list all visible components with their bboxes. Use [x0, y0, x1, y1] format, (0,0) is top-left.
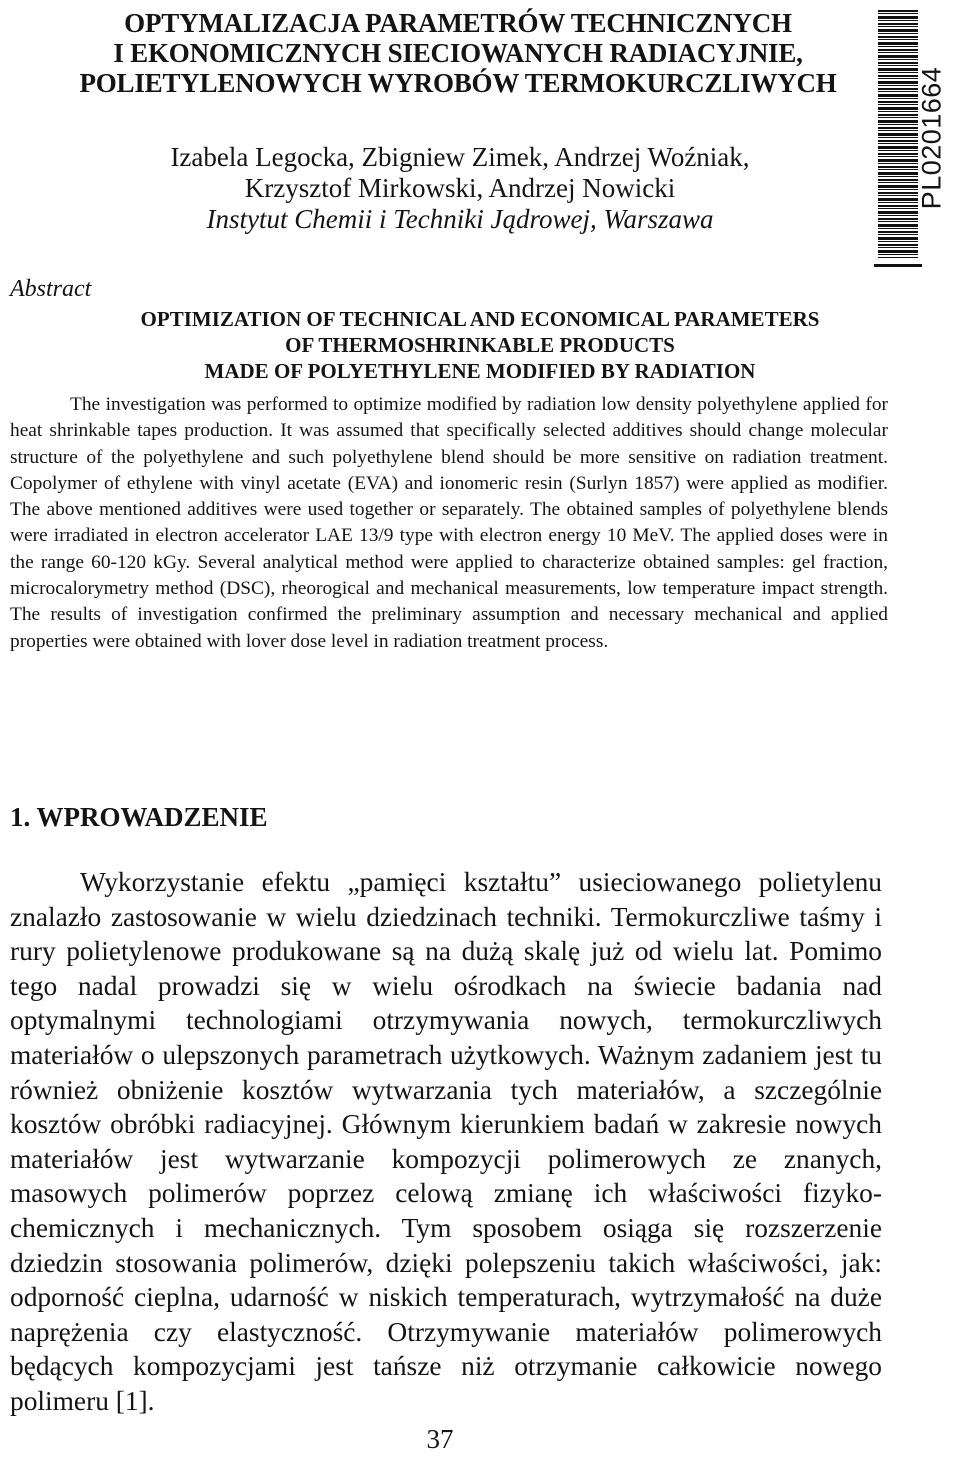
- abstract-label: Abstract: [10, 276, 92, 302]
- paper-title: [28, 8, 888, 98]
- body-paragraph: Wykorzystanie efektu „pamięci kształtu” usieciowanego polietylenu znalazło zastosowanie w wielu dziedzinach techniki. Termokurczliwe taśmy i rury polietylenowe produkowane są na dużą skalę już od wielu lat. Pomimo tego nadal prowadzi się w wielu ośrodkach na świecie badania nad optymalnymi technologiami otrzymywania nowych, termokurczliwych materiałów o ulepszonych parametrach użytkowych. Ważnym zadaniem jest tu również obniżenie kosztów wytwarzania tych materiałów, a szczególnie kosztów obróbki radiacyjnej. Głównym kierunkiem badań w zakresie nowych materiałów jest wytwarzanie kompozycji polimerowych ze znanych, masowych polimerów poprzez celową zmianę ich właściwości fizyko-chemicznych i mechanicznych. Tym sposobem osiąga się rozszerzenie dziedzin stosowania polimerów, dzięki polepszeniu takich właściwości, jak: odporność cieplna, udarność w niskich temperaturach, wytrzymałość na duże naprężenia czy elastyczność. Otrzymywanie materiałów polimerowych będących kompozycjami jest tańsze niż otrzymanie całkowicie nowego polimeru [1].: [10, 867, 882, 1416]
- abstract-body: [10, 392, 888, 655]
- title-line: OPTYMALIZACJA PARAMETRÓW TECHNICZNYCH: [124, 8, 792, 38]
- english-title: [80, 306, 880, 384]
- body-text: [10, 865, 882, 1419]
- page-number: 37: [426, 1424, 454, 1454]
- title-line: POLIETYLENOWYCH WYROBÓW TERMOKURCZLIWYCH: [79, 68, 837, 98]
- affiliation: Instytut Chemii i Techniki Jądrowej, Warszawa: [206, 204, 714, 234]
- report-code-text: PL0201664: [916, 66, 947, 210]
- english-title-line: OF THERMOSHRINKABLE PRODUCTS: [285, 333, 675, 357]
- title-line: I EKONOMICZNYCH SIECIOWANYCH RADIACYJNIE,: [113, 38, 803, 68]
- authors-line: Izabela Legocka, Zbigniew Zimek, Andrzej Woźniak,: [170, 142, 750, 172]
- author-block: [80, 142, 840, 235]
- authors-line: Krzysztof Mirkowski, Andrzej Nowicki: [244, 173, 676, 203]
- barcode-underline: [874, 264, 922, 267]
- english-title-line: MADE OF POLYETHYLENE MODIFIED BY RADIATION: [204, 359, 756, 383]
- barcode-image: [878, 10, 918, 258]
- english-title-line: OPTIMIZATION OF TECHNICAL AND ECONOMICAL PARAMETERS: [140, 307, 820, 331]
- section-heading: 1. WPROWADZENIE: [10, 802, 268, 832]
- abstract-paragraph: The investigation was performed to optimize modified by radiation low density polyethylene applied for heat shrinkable tapes production. It was assumed that specifically selected additives should change molecular structure of the polyethylene and such polyethylene blend should be more sensitive on radiation treatment. Copolymer of ethylene with vinyl acetate (EVA) and ionomeric resin (Surlyn 1857) were applied as modifier. The above mentioned additives were used together or separately. The obtained samples of polyethylene blends were irradiated in electron accelerator LAE 13/9 type with electron energy 10 MeV. The applied doses were in the range 60-120 kGy. Several analytical method were applied to characterize obtained samples: gel fraction, microcalorymetry method (DSC), rheorogical and mechanical measurements, low temperature impact strength. The results of investigation confirmed the preliminary assumption and necessary mechanical and applied properties were obtained with lover dose level in radiation treatment process.: [10, 394, 888, 652]
